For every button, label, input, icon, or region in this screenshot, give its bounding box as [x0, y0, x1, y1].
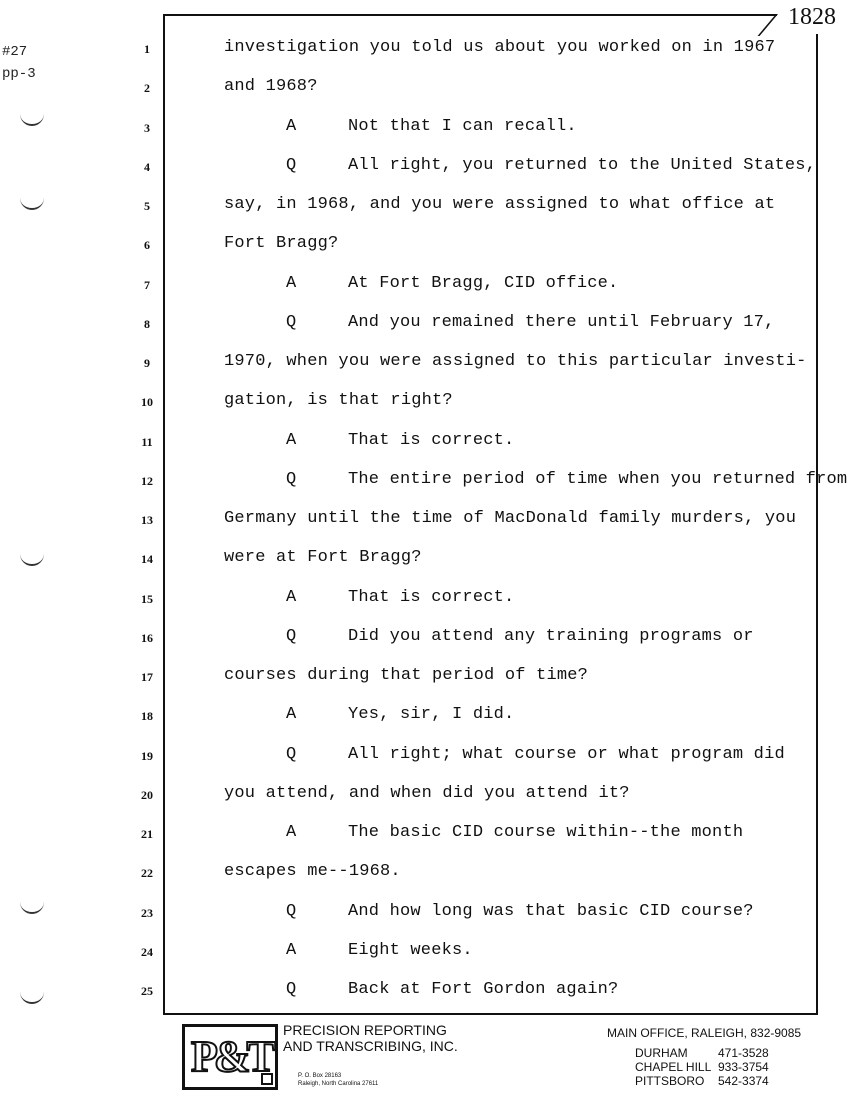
speaker-label: A: [286, 587, 297, 607]
punch-hole-mark: [20, 552, 44, 566]
logo-trademark-box: [261, 1073, 273, 1085]
line-number: 4: [144, 159, 150, 174]
line-number: 9: [144, 356, 150, 370]
line-text: Back at Fort Gordon again?: [348, 980, 619, 999]
office-city: DURHAM: [635, 1046, 688, 1060]
company-name-line2: AND TRANSCRIBING, INC.: [283, 1038, 458, 1054]
transcript-line: escapes me--1968.: [224, 862, 401, 882]
transcript-qa-line: [286, 313, 774, 332]
margin-note-exhibit: #27: [2, 44, 28, 60]
line-number: 5: [144, 199, 150, 213]
company-name-line1: PRECISION REPORTING: [283, 1022, 447, 1038]
speaker-label: A: [286, 940, 297, 960]
speaker-label: Q: [286, 626, 297, 646]
speaker-label: Q: [286, 980, 297, 999]
speaker-label: A: [286, 273, 297, 293]
line-text: That is correct.: [348, 430, 515, 450]
po-box-line2: Raleigh, North Carolina 27611: [298, 1081, 379, 1087]
speaker-label: A: [286, 823, 297, 842]
line-text: The basic CID course within--the month: [348, 823, 744, 842]
line-number: 3: [144, 120, 150, 135]
page-frame-right: [816, 34, 818, 1014]
line-number: 21: [141, 827, 153, 841]
transcript-line: Germany until the time of MacDonald family murders, you: [224, 509, 797, 528]
transcript-line: gation, is that right?: [224, 391, 453, 411]
line-number: 7: [144, 277, 150, 292]
office-row: [635, 1060, 769, 1074]
page-number: 1828: [788, 4, 836, 30]
line-number: 20: [141, 787, 153, 802]
speaker-label: Q: [286, 155, 297, 175]
page-frame-top: [163, 14, 777, 16]
transcript-qa-line: [286, 705, 514, 724]
transcript-line: you attend, and when did you attend it?: [224, 783, 630, 803]
speaker-label: Q: [286, 744, 297, 764]
line-number: 16: [141, 630, 153, 645]
logo-glyphs: P&T: [191, 1032, 272, 1081]
reporter-logo: [182, 1024, 278, 1090]
office-city: PITTSBORO: [635, 1074, 705, 1088]
po-box-line1: P. O. Box 28163: [298, 1073, 342, 1079]
transcript-line: and 1968?: [224, 77, 318, 97]
office-phone: 933-3754: [718, 1060, 769, 1074]
punch-hole-mark: [20, 196, 44, 210]
transcript-line: courses during that period of time?: [224, 666, 589, 685]
office-city: CHAPEL HILL: [635, 1060, 712, 1074]
transcript-line: investigation you told us about you worked on in 1967: [224, 38, 776, 57]
speaker-label: Q: [286, 901, 297, 921]
line-number: 14: [141, 552, 153, 567]
line-text: All right, you returned to the United States,: [348, 155, 817, 175]
transcript-qa-line: [286, 745, 785, 764]
line-number: 2: [144, 81, 150, 96]
line-text: The entire period of time when you returned from: [348, 469, 848, 489]
office-row: [635, 1074, 769, 1088]
transcript-line: were at Fort Bragg?: [224, 548, 422, 568]
line-number: 12: [141, 473, 153, 488]
line-number: 17: [141, 670, 153, 684]
line-number: 23: [141, 905, 153, 920]
line-number: 6: [144, 238, 150, 253]
line-number: 8: [144, 316, 150, 331]
transcript-qa-line: [286, 588, 514, 607]
line-text: At Fort Bragg, CID office.: [348, 273, 619, 293]
punch-hole-mark: [20, 990, 44, 1004]
margin-note-pages: pp-3: [2, 66, 36, 82]
transcript-qa-line: [286, 117, 577, 136]
transcript-qa-line: [286, 274, 618, 293]
line-number: 15: [141, 591, 153, 606]
transcript-line: say, in 1968, and you were assigned to what office at: [224, 195, 776, 214]
line-number: 18: [141, 709, 153, 724]
line-number: 25: [141, 984, 153, 998]
transcript-qa-line: [286, 470, 847, 489]
line-number: 11: [141, 434, 153, 449]
office-row: [635, 1046, 769, 1060]
punch-hole-mark: [20, 112, 44, 126]
transcript-qa-line: [286, 156, 816, 175]
line-number: 1: [144, 42, 150, 56]
line-number: 24: [141, 944, 153, 959]
line-text: And you remained there until February 17,: [348, 312, 775, 332]
transcript-qa-line: [286, 941, 473, 960]
line-number: 19: [141, 748, 153, 763]
transcript-line: 1970, when you were assigned to this particular investi-: [224, 352, 807, 371]
page-frame-left: [163, 14, 165, 1014]
page-frame-bottom: [163, 1013, 818, 1015]
line-text: And how long was that basic CID course?: [348, 901, 754, 921]
speaker-label: Q: [286, 312, 297, 332]
transcript-qa-line: [286, 902, 754, 921]
transcript-qa-line: [286, 627, 754, 646]
speaker-label: A: [286, 705, 297, 725]
line-number: 13: [141, 513, 153, 527]
line-text: That is correct.: [348, 587, 515, 607]
line-text: Yes, sir, I did.: [348, 705, 515, 725]
office-phone: 471-3528: [718, 1046, 769, 1060]
transcript-line: Fort Bragg?: [224, 234, 339, 254]
punch-hole-mark: [20, 900, 44, 914]
line-number: 22: [141, 866, 153, 881]
line-text: Did you attend any training programs or: [348, 626, 754, 646]
speaker-label: A: [286, 430, 297, 450]
line-text: Eight weeks.: [348, 940, 473, 960]
speaker-label: Q: [286, 469, 297, 489]
transcript-qa-line: [286, 823, 743, 842]
transcript-qa-line: [286, 431, 514, 450]
office-phone: 542-3374: [718, 1074, 769, 1088]
speaker-label: A: [286, 116, 297, 136]
transcript-qa-line: [286, 980, 618, 999]
main-office: MAIN OFFICE, RALEIGH, 832-9085: [607, 1026, 802, 1040]
line-text: All right; what course or what program did: [348, 744, 785, 764]
line-text: Not that I can recall.: [348, 116, 577, 136]
line-number: 10: [141, 395, 153, 410]
